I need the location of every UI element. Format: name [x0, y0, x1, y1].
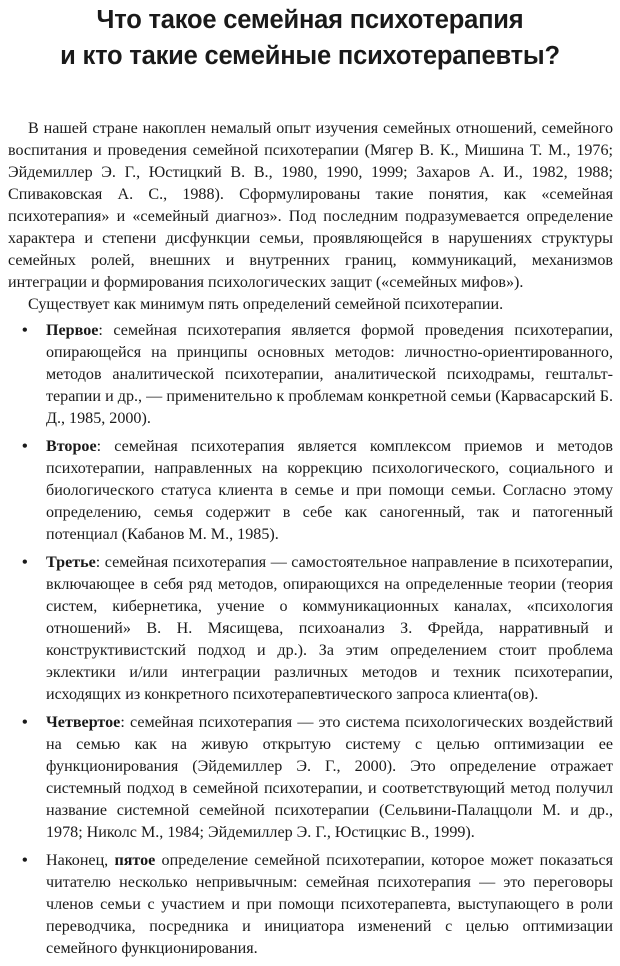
title-line-1: Что такое семейная психотерапия	[96, 6, 524, 34]
bullet-icon: •	[22, 438, 28, 455]
bullet-icon: •	[22, 322, 28, 339]
list-item	[8, 436, 613, 546]
body-text	[8, 118, 613, 966]
page-title	[0, 2, 620, 74]
definition-prefix: Наконец,	[46, 852, 115, 869]
list-item	[8, 850, 613, 960]
list-item	[8, 320, 613, 430]
definition-lead: Второе	[46, 438, 97, 455]
definition-lead: Первое	[46, 322, 99, 339]
definition-text: : семейная психотерапия — самостоятельное направление в психотерапии, включающее в себя ряд методов, опирающихся на определенные теории (теория систем, кибернетика, учение о коммуникационных каналах, «психология отношений» В. Н. Мясищева, психоанализ З. Фрейда, нарративный и конструктивистский подход и др.). За этим определением стоит проблема эклектики и/или интеграции различных методов и техник психотерапии, исходящих из конкретного психотерапевтического запроса клиента(ов).	[46, 554, 613, 703]
definition-text: : семейная психотерапия является комплексом приемов и методов психотерапии, направленных на коррекцию психологического, социального и биологического статуса клиента в семье и при помощи семьи. Согласно этому определению, семья содержит в себе как саногенный, так и патогенный потенциал (Кабанов М. М., 1985).	[46, 438, 613, 543]
list-item	[8, 712, 613, 844]
bullet-icon: •	[22, 554, 28, 571]
definition-text: : семейная психотерапия — это система психологических воздействий на семью как на живую открытую систему с целью оптимизации ее функционирования (Эйдемиллер Э. Г., 2000). Это определение отражает системный подход в семейной психотерапии, и соответствующий метод получил название системной семейной психотерапии (Сельвини-Палаццоли М. и др., 1978; Николс М., 1984; Эйдемиллер Э. Г., Юстицкис В., 1999).	[46, 714, 613, 841]
bullet-icon: •	[22, 714, 28, 731]
list-item	[8, 552, 613, 706]
definition-text: : семейная психотерапия является формой проведения психотерапии, опирающейся на принципы основных методов: личностно-ориентированного, методов аналитической психотерапии, аналитической психодрамы, гештальт-терапии и др., — применительно к проблемам конкретной семьи (Карвасарский Б. Д., 1985, 2000).	[46, 322, 613, 427]
intro-paragraph: В нашей стране накоплен немалый опыт изучения семейных отношений, семейного воспитания и проведения семейной психотерапии (Мягер В. К., Мишина Т. М., 1976; Эйдемиллер Э. Г., Юстицкий В. В., 1980, 1990, 1999; Захаров А. И., 1982, 1988; Спиваковская А. С., 1988). Сформулированы такие понятия, как «семейная психотерапия» и «семейный диагноз». Под последним подразумевается определение характера и степени дисфункции семьи, проявляющейся в нарушениях структуры семейных ролей, внешних и внутренних границ, коммуникаций, механизмов интеграции и формирования психологических защит («семейных мифов»).	[8, 120, 613, 291]
definition-lead: пятое	[114, 852, 156, 869]
definition-lead: Четвертое	[46, 714, 121, 731]
title-line-2: и кто такие семейные психотерапевты?	[60, 42, 560, 70]
definition-text: определение семейной психотерапии, которое может показаться читателю несколько непривычным: семейная психотерапия — это переговоры членов семьи с участием и при помощи психотерапевта, выступающего в роли переводчика, посредника и инициатора изменений с целью оптимизации семейного функционирования.	[46, 852, 613, 957]
definition-lead: Третье	[46, 554, 96, 571]
definitions-intro: Существует как минимум пять определений семейной психотерапии.	[28, 296, 504, 313]
definitions-list	[8, 320, 613, 960]
bullet-icon: •	[22, 852, 28, 869]
